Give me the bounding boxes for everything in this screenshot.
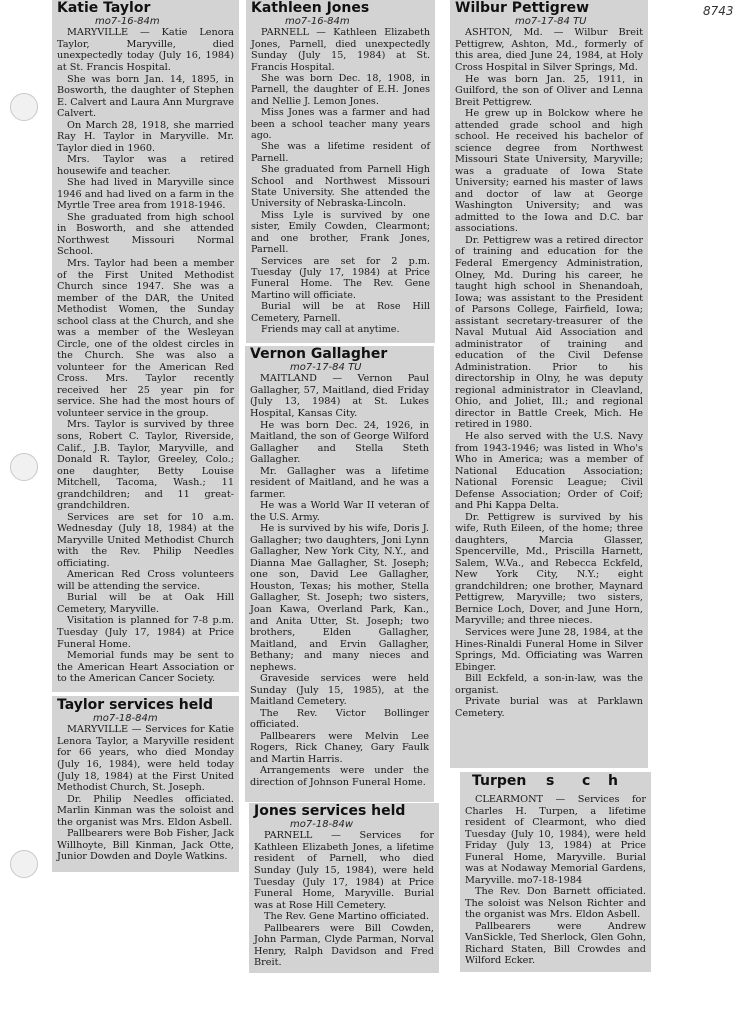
article-paragraph: Pallbearers were Andrew VanSickle, Ted Sherlock, Glen Gohn, Richard Staten, Bill Crowdes and Wilford Ecker. [465,920,646,967]
headline: Kathleen Jones [251,0,370,16]
article-body [254,830,434,968]
article-paragraph: She was born Dec. 18, 1908, in Parnell, the daughter of E.H. Jones and Nellie J. Lemon Jones. [251,73,430,107]
article-paragraph: MARYVILLE — Services for Katie Lenora Taylor, a Maryville resident for 66 years, who died Monday (July 16, 1984), were held today (July 18, 1984) at the First United Methodist Church, St. Joseph. [57,724,234,794]
article-paragraph: He also served with the U.S. Navy from 1943-1946; was listed in Who's Who in America; was a member of National Education Association; National Forensic League; Civil Defense Association; Order of Coif; and Phi Kappa Delta. [455,430,643,512]
article-paragraph: American Red Cross volunteers will be attending the service. [57,569,234,592]
article-paragraph: The Rev. Victor Bollinger officiated. [250,707,429,731]
punch-hole [10,453,38,481]
article-paragraph: Dr. Philip Needles officiated. Marlin Kinman was the soloist and the organist was Mrs. Eldon Asbell. [57,793,234,828]
article-paragraph: She had lived in Maryville since 1946 and had lived on a farm in the Myrtle Tree area from 1918-1946. [57,177,234,212]
article-paragraph: Mrs. Taylor is survived by three sons, Robert C. Taylor, Riverside, Calif., J.B. Taylor, Maryville, and Donald R. Taylor, Greeley, Colo.; one daughter, Betty Louise Mitchell, Tacoma, Wash.; 11 grandchildren; and 11 great-grandchildren. [57,419,234,512]
punch-hole [10,93,38,121]
article-body [455,27,643,719]
headline: Wilbur Pettigrew [455,0,590,16]
article-body [251,27,430,335]
article-paragraph: Dr. Pettigrew is survived by his wife, Ruth Eileen, of the home; three daughters, Marcia Glasser, Spencerville, Md., Priscilla Harnett, Salem, W.Va., and Rebecca Eckfeld, New York City, N.Y.; eight grandchildren; one brother, Maynard Pettigrew, Maryville; two sisters, Bernice Loch, Dover, and June Horn, Maryville; and three nieces. [455,511,643,627]
article-paragraph: Miss Jones was a farmer and had been a school teacher many years ago. [251,107,430,142]
article-paragraph: Dr. Pettigrew was a retired director of training and education for the Federal Emergency Administration, Olney, Md. During his career, he taught high school in Shenandoah, Iowa; was assistant to the President of Parsons College, Fairfield, Iowa; assistant secretary-treasurer of the Naval Mutual Aid Association and administrator of training and education of the Civil Defense Administration. Prior to his directorship in Olny, he was deputy regional administrator in Cleavland, Ohio, and Joliet, Ill.; and regional director in Battle Creek, Mich. He retired in 1980. [455,234,643,431]
article-paragraph: Friends may call at anytime. [261,323,400,335]
article-paragraph: CLEARMONT — Services for Charles H. Turpen, a lifetime resident of Clearmont, who died Tuesday (July 10, 1984), were held Friday (July 13, 1984) at Price Funeral Home, Maryville. Burial was at Nodaway Memorial Gardens, Maryville. mo7-18-1984 [465,794,646,886]
article-paragraph: MARYVILLE — Katie Lenora Taylor, Maryville, died unexpectedly today (July 16, 1984) at St. Francis Hospital. [57,27,234,73]
article-paragraph: PARNELL — Kathleen Elizabeth Jones, Parnell, died unexpectedly Sunday (July 15, 1984) at St. Francis Hospital. [251,27,430,73]
headline-fragment: s [546,773,555,789]
article-paragraph: She was born Jan. 14, 1895, in Bosworth, the daughter of Stephen E. Calvert and Laura Ann Murgrave Calvert. [57,73,234,120]
article-paragraph: MAITLAND — Vernon Paul Gallagher, 57, Maitland, died Friday (July 13, 1984) at St. Lukes Hospital, Kansas City. [250,373,429,419]
page-number: 8743 [703,4,734,18]
article-paragraph: The Rev. Don Barnett officiated. The soloist was Nelson Richter and the organist was Mrs. Eldon Asbell. [465,886,646,921]
article-paragraph: Burial will be at Oak Hill Cemetery, Maryville. [57,592,234,615]
article-paragraph: Mrs. Taylor had been a member of the First United Methodist Church since 1947. She was a member of the DAR, the United Methodist Women, the Sunday school class at the Church, and she was a member of the Wesleyan Circle, one of the oldest circles in the Church. She was also a volunteer for the American Red Cross. Mrs. Taylor recently received her 25 year pin for service. She had the most hours of volunteer service in the group. [57,258,234,419]
article-paragraph: She graduated from Parnell High School and Northwest Missouri State University. She attended the University of Nebraska-Lincoln. [251,164,430,210]
article-paragraph: Pallbearers were Bob Fisher, Jack Willhoyte, Bill Kinman, Jack Otte, Junior Dowden and Doyle Watkins. [57,828,234,863]
article-body [250,373,429,788]
article-paragraph: On March 28, 1918, she married Ray H. Taylor in Maryville. Mr. Taylor died in 1960. [57,119,234,154]
article-paragraph: Pallbearers were Bill Cowden, John Parman, Clyde Parman, Norval Henry, Ralph Davidson and Fred Breit. [254,922,434,969]
article-paragraph: Private burial was at Parklawn Cemetery. [455,696,643,719]
article-paragraph: Burial will be at Rose Hill Cemetery, Parnell. [251,301,430,324]
article-paragraph: Miss Lyle is survived by one sister, Emily Cowden, Clearmont; and one brother, Frank Jones, Parnell. [251,209,430,256]
headline: Katie Taylor [57,0,151,16]
article-paragraph: He grew up in Bolckow where he attended grade school and high school. He received his bachelor of science degree from Northwest Missouri State University, Maryville; was a graduate of Iowa State University; earned his master of laws and doctor of law at George Washington University; and was admitted to the Iowa and D.C. bar associations. [455,108,643,235]
headline: Jones services held [254,803,406,819]
headline-fragment: h [608,773,618,789]
handwritten-date-note: mo7-16-84m [95,16,160,28]
article-paragraph: Memorial funds may be sent to the American Heart Association or to the American Cancer Society. [57,650,234,685]
clipping-kathleen-jones [246,0,435,343]
handwritten-date-note: mo7-18-84m [93,713,158,725]
headline: Taylor services held [57,697,214,713]
article-paragraph: He is survived by his wife, Doris J. Gallagher; two daughters, Joni Lynn Gallagher, New York City, N.Y., and Dianna Mae Gallagher, St. Joseph; one son, David Lee Gallagher, Houston, Texas; his mother, Stella Gallagher, St. Joseph; two sisters, Joan Kawa, Overland Park, Kan., and Anita Utter, St. Joseph; two brothers, Elden Gallagher, Maitland, and Ervin Gallagher, Bethany; and many nieces and nephews. [250,523,429,673]
article-body [465,794,646,967]
article-paragraph: Arrangements were under the direction of Johnson Funeral Home. [250,765,429,788]
article-paragraph: Mr. Gallagher was a lifetime resident of Maitland, and he was a farmer. [250,465,429,500]
article-paragraph: She graduated from high school in Bosworth, and she attended Northwest Missouri Normal School. [57,211,234,258]
article-paragraph: The Rev. Gene Martino officiated. [264,911,430,923]
article-paragraph: Visitation is planned for 7-8 p.m. Tuesday (July 17, 1984) at Price Funeral Home. [57,615,234,650]
handwritten-date-note: mo7-17-84 TU [515,16,587,28]
clipping-katie-taylor [52,0,239,692]
article-body [57,724,234,862]
clipping-taylor-services [52,696,239,872]
article-paragraph: Pallbearers were Melvin Lee Rogers, Rick Chaney, Gary Faulk and Martin Harris. [250,730,429,765]
article-paragraph: He was born Jan. 25, 1911, in Guilford, the son of Oliver and Lenna Breit Pettigrew. [455,73,643,108]
article-paragraph: Services are set for 2 p.m. Tuesday (July 17, 1984) at Price Funeral Home. The Rev. Gene Martino will officiate. [251,255,430,301]
punch-hole [10,850,38,878]
clipping-vernon-gallagher [245,346,434,802]
handwritten-date-note: mo7-18-84w [290,819,354,831]
article-paragraph: Services are set for 10 a.m. Wednesday (July 18, 1984) at the Maryville United Methodist Church with the Rev. Philip Needles officiating. [57,511,234,569]
clipping-jones-services [249,803,439,973]
article-body [57,27,234,684]
clipping-wilbur-pettigrew [450,0,648,768]
handwritten-date-note: mo7-16-84m [285,16,350,28]
clipping-turpen-services [460,772,651,972]
article-paragraph: He was a World War II veteran of the U.S. Army. [250,500,429,523]
article-paragraph: He was born Dec. 24, 1926, in Maitland, the son of George Wilford Gallagher and Stella Steth Gallagher. [250,419,429,466]
article-paragraph: PARNELL — Services for Kathleen Elizabeth Jones, a lifetime resident of Parnell, who died Sunday (July 15, 1984), were held Tuesday (July 17, 1984) at Price Funeral Home, Maryville. Burial was at Rose Hill Cemetery. [254,830,434,911]
headline-fragment: c [582,773,591,789]
headline: Vernon Gallagher [250,346,388,362]
article-paragraph: She was a lifetime resident of Parnell. [251,141,430,164]
article-paragraph: Bill Eckfeld, a son-in-law, was the organist. [455,673,643,696]
article-paragraph: Graveside services were held Sunday (July 15, 1985), at the Maitland Cemetery. [250,673,429,708]
article-paragraph: Services were June 28, 1984, at the Hines-Rinaldi Funeral Home in Silver Springs, Md. Officiating was Warren Ebinger. [455,627,643,673]
article-paragraph: Mrs. Taylor was a retired housewife and teacher. [57,154,234,177]
article-paragraph: ASHTON, Md. — Wilbur Breit Pettigrew, Ashton, Md., formerly of this area, died June 24, 1984, at Holy Cross Hospital in Silver Springs, Md. [455,27,643,73]
headline-fragment: Turpen [472,773,527,789]
handwritten-date-note: mo7-17-84 TU [290,362,362,374]
